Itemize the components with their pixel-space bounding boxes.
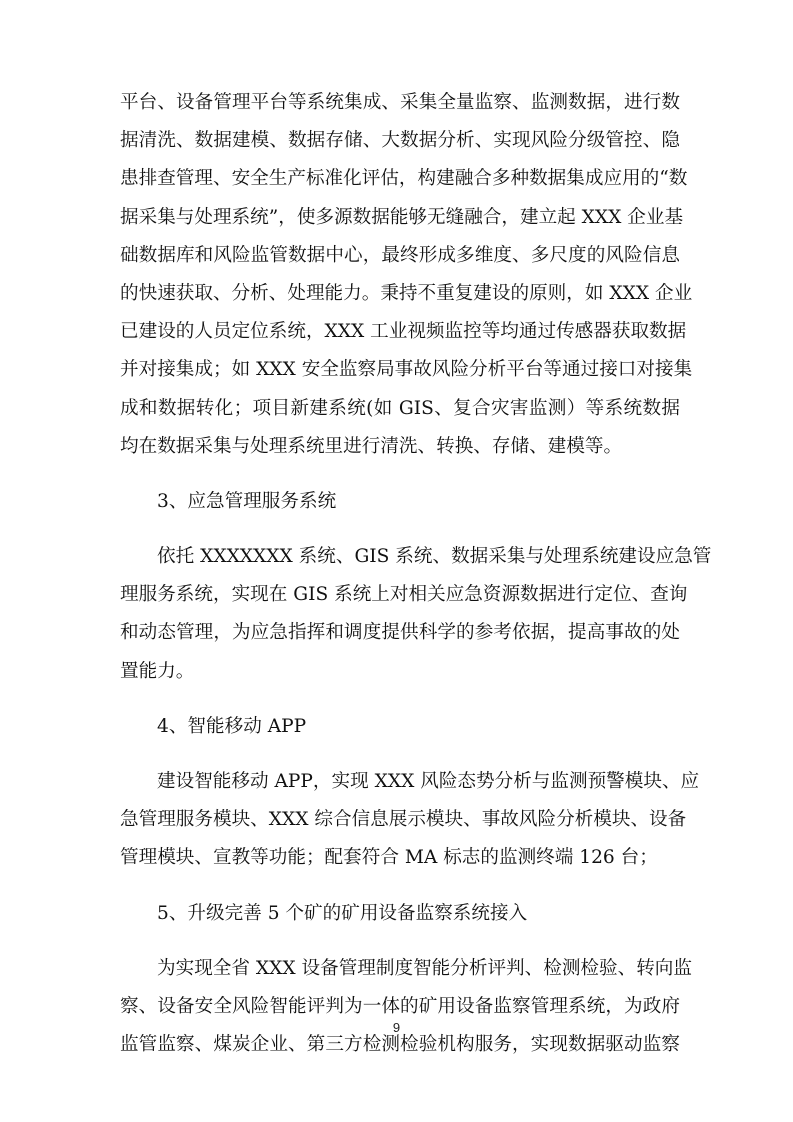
text-line: 理服务系统，实现在 GIS 系统上对相关应急资源数据进行定位、查询 — [120, 584, 688, 606]
text-line: 成和数据转化；项目新建系统(如 GIS、复合灾害监测）等系统数据 — [120, 397, 680, 419]
text-line: 础数据库和风险监管数据中心，最终形成多维度、多尺度的风险信息 — [120, 244, 680, 266]
text-line: 据采集与处理系统”，使多源数据能够无缝融合，建立起 XXX 企业基 — [120, 206, 684, 228]
page-number: 9 — [392, 1020, 401, 1035]
text-line: 为实现全省 XXX 设备管理制度智能分析评判、检测检验、转向监 — [157, 957, 692, 979]
document-page — [120, 84, 712, 1064]
text-line: 均在数据采集与处理系统里进行清洗、转换、存储、建模等。 — [120, 435, 623, 457]
text-line: 监管监察、煤炭企业、第三方检测检验机构服务，实现数据驱动监察 — [120, 1034, 680, 1056]
paragraph-emergency-management — [120, 538, 712, 691]
paragraph-mobile-app — [120, 763, 700, 878]
text-line: 据清洗、数据建模、数据存储、大数据分析、实现风险分级管控、隐 — [120, 130, 680, 152]
section-heading-equipment-supervision: 5、升级完善 5 个矿的矿用设备监察系统接入 — [157, 902, 528, 924]
paragraph-equipment-supervision — [120, 950, 692, 1065]
text-line: 并对接集成；如 XXX 安全监察局事故风险分析平台等通过接口对接集 — [120, 359, 693, 381]
text-line: 急管理服务模块、XXX 综合信息展示模块、事故风险分析模块、设备 — [120, 809, 687, 831]
text-line: 管理模块、宣教等功能；配套符合 MA 标志的监测终端 126 台； — [120, 847, 658, 869]
text-line: 已建设的人员定位系统，XXX 工业视频监控等均通过传感器获取数据 — [120, 321, 687, 343]
text-line: 置能力。 — [120, 660, 195, 682]
text-line: 建设智能移动 APP，实现 XXX 风险态势分析与监测预警模块、应 — [157, 771, 700, 792]
text-line: 患排查管理、安全生产标准化评估，构建融合多种数据集成应用的“数 — [120, 168, 688, 190]
section-heading-mobile-app: 4、智能移动 APP — [157, 715, 307, 737]
paragraph-data-integration — [120, 84, 693, 466]
text-line: 的快速获取、分析、处理能力。秉持不重复建设的原则，如 XXX 企业 — [120, 282, 693, 304]
text-line: 和动态管理，为应急指挥和调度提供科学的参考依据，提高事故的处 — [120, 622, 680, 644]
text-line: 依托 XXXXXXX 系统、GIS 系统、数据采集与处理系统建设应急管 — [157, 546, 712, 568]
section-heading-emergency-management: 3、应急管理服务系统 — [157, 490, 337, 512]
text-line: 察、设备安全风险智能评判为一体的矿用设备监察管理系统，为政府 — [120, 995, 680, 1017]
text-line: 平台、设备管理平台等系统集成、采集全量监察、监测数据，进行数 — [120, 92, 680, 113]
